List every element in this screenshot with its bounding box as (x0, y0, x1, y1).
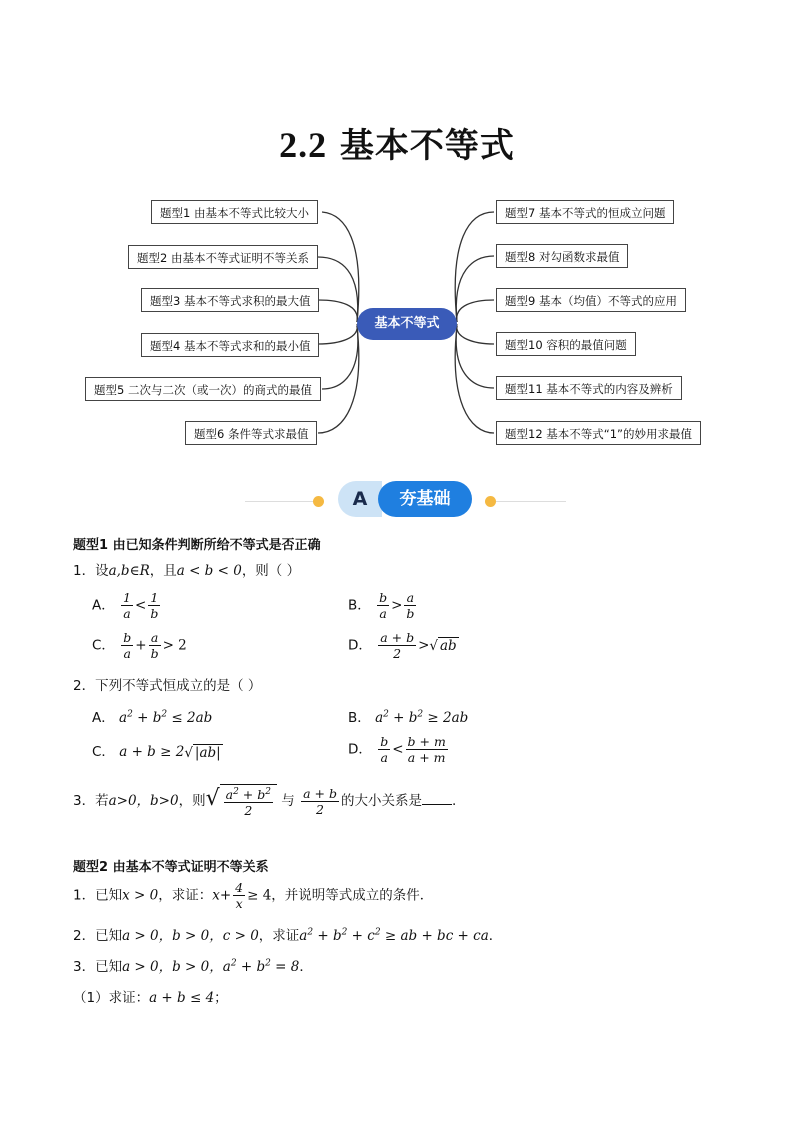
connector-right-3 (457, 300, 494, 322)
banner-line-left (245, 501, 315, 502)
question-1-1: 1．设a,b∈R，且a < b < 0，则（ ） (73, 563, 301, 579)
question-1-3: 3．若a>0，b>0，则√ $\frac{a^2 + b^2}{2}$ 与 $\frac{a + b}{2}$ 的大小关系是 . (73, 785, 457, 819)
option-d[interactable]: D． $\frac{a + b}{2}$ >√ ab (348, 630, 457, 661)
fraction: $\frac{a}{b}$ (406, 590, 415, 621)
fraction: $\frac{b}{a}$ (380, 734, 389, 765)
mindmap-node-left-2: 题型2 由基本不等式证明不等关系 (128, 245, 318, 269)
question-1-2: 2．下列不等式恒成立的是（ ） (73, 678, 262, 694)
connector-right-4 (457, 324, 494, 344)
mindmap-node-right-2: 题型8 对勾函数求最值 (496, 244, 628, 268)
mindmap-node-left-3: 题型3 基本不等式求积的最大值 (141, 288, 319, 312)
option-c[interactable]: C． $\frac{b}{a}$ + $\frac{a}{b}$ > 2 (92, 630, 187, 661)
banner-letter: A (338, 481, 382, 517)
fraction: $\frac{a + b}{2}$ (380, 630, 415, 661)
section-heading: 题型1 由已知条件判断所给不等式是否正确 (73, 538, 321, 553)
option-b[interactable]: B． $\frac{b}{a}$ > $\frac{a}{b}$ (348, 590, 415, 621)
option-b[interactable]: B． $a^2 + b^2 \ge 2ab$ (348, 709, 469, 726)
question-2-3-part-1: （1）求证：a + b ≤ 4； (73, 990, 228, 1006)
fraction: $\frac{a}{b}$ (150, 630, 159, 661)
mindmap-node-left-4: 题型4 基本不等式求和的最小值 (141, 333, 319, 357)
square-root: √ |ab| (184, 744, 221, 761)
mindmap-node-left-5: 题型5 二次与二次（或一次）的商式的最值 (85, 377, 321, 401)
banner-dot-right (485, 496, 496, 507)
fraction: $\frac{1}{a}$ (123, 590, 131, 621)
mindmap-node-left-1: 题型1 由基本不等式比较大小 (151, 200, 318, 224)
answer-blank[interactable] (422, 804, 452, 805)
mindmap-node-right-4: 题型10 容积的最值问题 (496, 332, 636, 356)
section-banner (338, 481, 472, 517)
banner-line-right (496, 501, 566, 502)
mindmap-node-right-5: 题型11 基本不等式的内容及辨析 (496, 376, 682, 400)
fraction: $\frac{1}{b}$ (150, 590, 159, 621)
option-c[interactable]: C． a + b ≥ 2√ |ab| (92, 744, 221, 761)
fraction: $\frac{4}{x}$ (235, 880, 244, 911)
banner-label: 夯基础 (378, 481, 472, 517)
option-a[interactable]: A． $a^2 + b^2 \le 2ab$ (92, 709, 213, 726)
connector-right-5 (456, 326, 494, 388)
section-heading: 题型2 由基本不等式证明不等关系 (73, 860, 269, 875)
connector-left-3 (318, 300, 357, 322)
mindmap-node-right-3: 题型9 基本（均值）不等式的应用 (496, 288, 686, 312)
connector-right-2 (456, 256, 494, 322)
mindmap-node-right-6: 题型12 基本不等式“1”的妙用求最值 (496, 421, 701, 445)
page-title: 2.2 基本不等式 (279, 125, 515, 166)
option-a[interactable]: A． $\frac{1}{a}$ < $\frac{1}{b}$ (92, 590, 159, 621)
connector-left-4 (318, 324, 357, 344)
option-d[interactable]: D． $\frac{b}{a}$ < $\frac{b + m}{a + m}$ (348, 734, 446, 765)
connector-left-2 (318, 257, 358, 322)
mindmap-node-left-6: 题型6 条件等式求最值 (185, 421, 317, 445)
banner-dot-left (313, 496, 324, 507)
connector-left-1 (322, 212, 359, 322)
square-root: √ $\frac{a^2 + b^2}{2}$ (206, 784, 277, 818)
mindmap-node-right-1: 题型7 基本不等式的恒成立问题 (496, 200, 674, 224)
fraction: $\frac{b}{a}$ (379, 590, 388, 621)
connector-right-1 (455, 212, 494, 322)
question-2-3: 3．已知a > 0，b > 0，$a^2 + b^2 = 8$． (73, 958, 313, 975)
fraction: $\frac{a + b}{2}$ (303, 785, 337, 817)
question-2-1: 1．已知x > 0，求证：x+ $\frac{4}{x}$ ≥ 4，并说明等式成立的条件． (73, 880, 434, 911)
fraction: $\frac{b}{a}$ (123, 630, 132, 661)
mindmap-center-node: 基本不等式 (357, 308, 457, 340)
square-root: √ ab (429, 638, 457, 654)
fraction: $\frac{b + m}{a + m}$ (407, 734, 446, 765)
question-2-2: 2．已知a > 0，b > 0，c > 0，求证$a^2 + b^2 + c^2$ ≥ ab + bc + ca． (73, 927, 503, 944)
